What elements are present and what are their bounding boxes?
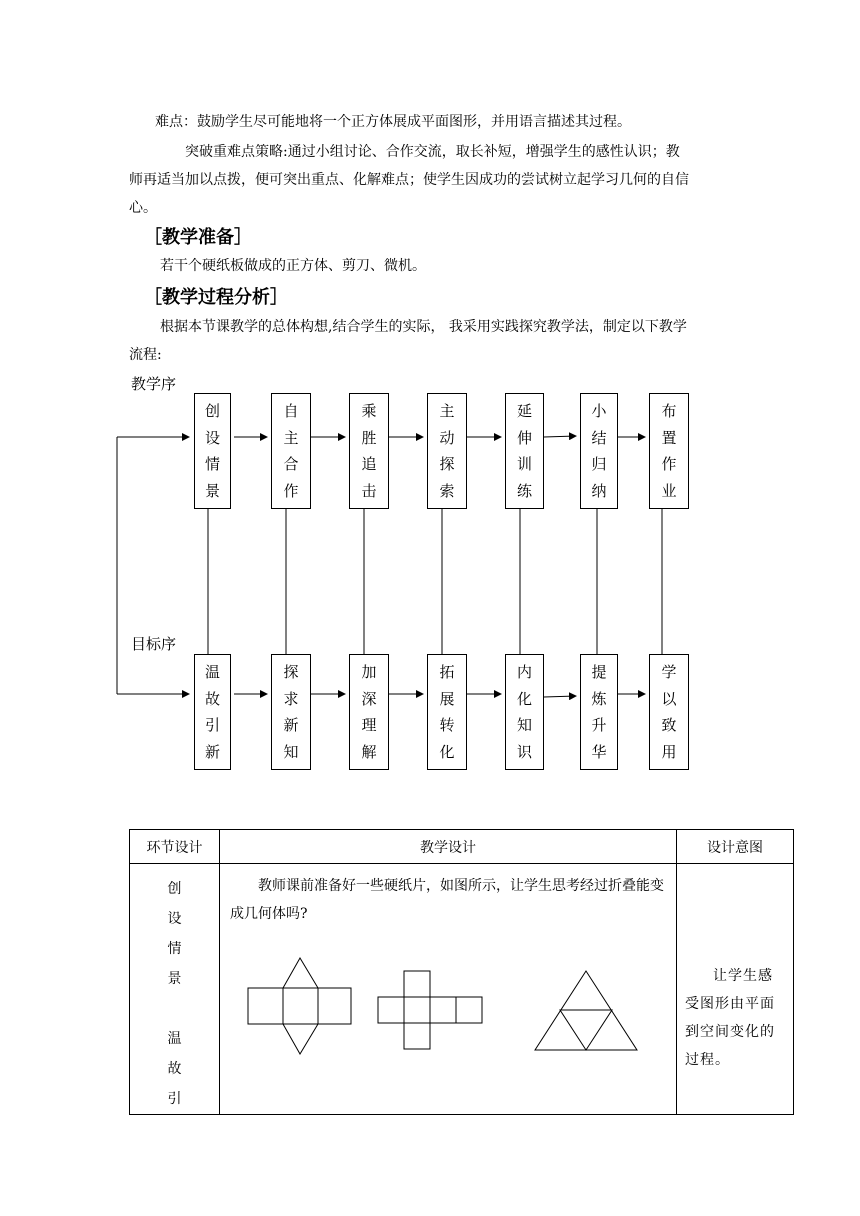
goal-step-box: 探 求 新 知 xyxy=(271,654,311,770)
design-text: 教师课前准备好一些硬纸片，如图所示，让学生思考经过折叠能变成几何体吗? xyxy=(230,878,664,922)
tetrahedron-net-figure xyxy=(535,971,637,1050)
teaching-sequence-label: 教学序 xyxy=(131,375,177,393)
header-stage: 环节设计 xyxy=(130,830,220,864)
prism-net-figure xyxy=(248,958,351,1054)
goal-step-box: 学 以 致 用 xyxy=(649,654,689,770)
lesson-design-table xyxy=(129,829,794,1115)
teaching-step-box: 自 主 合 作 xyxy=(271,393,311,509)
process-line-2: 流程: xyxy=(129,347,162,363)
goal-sequence-label: 目标序 xyxy=(131,635,177,653)
intent-cell xyxy=(677,864,794,1115)
goal-step-box: 提 炼 升 华 xyxy=(580,654,618,770)
flow-arrow xyxy=(544,696,576,697)
process-line-1: 根据本节课教学的总体构想,结合学生的实际， 我采用实践探究教学法，制定以下教学 xyxy=(160,319,687,335)
table-row xyxy=(130,864,794,1115)
heading-process-analysis: ［教学过程分析］ xyxy=(144,287,288,308)
teaching-step-box: 乘 胜 追 击 xyxy=(349,393,389,509)
strategy-line-2: 师再适当加以点拨，便可突出重点、化解难点；使学生因成功的尝试树立起学习几何的自信 xyxy=(129,172,689,188)
header-intent: 设计意图 xyxy=(677,830,794,864)
strategy-line-3: 心。 xyxy=(129,200,157,216)
heading-teaching-preparation: ［教学准备］ xyxy=(144,227,252,248)
goal-step-box: 温 故 引 新 xyxy=(194,654,231,770)
flow-arrow xyxy=(544,436,576,437)
goal-step-box: 加 深 理 解 xyxy=(349,654,389,770)
table-header-row xyxy=(130,830,794,864)
teaching-step-box: 延 伸 训 练 xyxy=(505,393,544,509)
teaching-step-box: 主 动 探 索 xyxy=(427,393,467,509)
header-design: 教学设计 xyxy=(220,830,677,864)
stage-cell: 创 设 情 景 温 故 引 xyxy=(130,864,220,1115)
design-cell xyxy=(220,864,677,1115)
goal-step-box: 内 化 知 识 xyxy=(505,654,544,770)
intent-text: 让学生感受图形由平面到空间变化的过程。 xyxy=(685,968,775,1068)
teaching-step-box: 创 设 情 景 xyxy=(194,393,231,509)
preparation-paragraph: 若干个硬纸板做成的正方体、剪刀、微机。 xyxy=(160,258,426,274)
goal-step-box: 拓 展 转 化 xyxy=(427,654,467,770)
teaching-step-box: 布 置 作 业 xyxy=(649,393,689,509)
teaching-step-box: 小 结 归 纳 xyxy=(580,393,618,509)
cube-net-figure xyxy=(378,971,482,1049)
strategy-line-1: 突破重难点策略:通过小组讨论、合作交流，取长补短，增强学生的感性认识；教 xyxy=(185,144,680,160)
net-figures xyxy=(220,928,676,1088)
difficulty-paragraph: 难点：鼓励学生尽可能地将一个正方体展成平面图形，并用语言描述其过程。 xyxy=(155,114,631,130)
